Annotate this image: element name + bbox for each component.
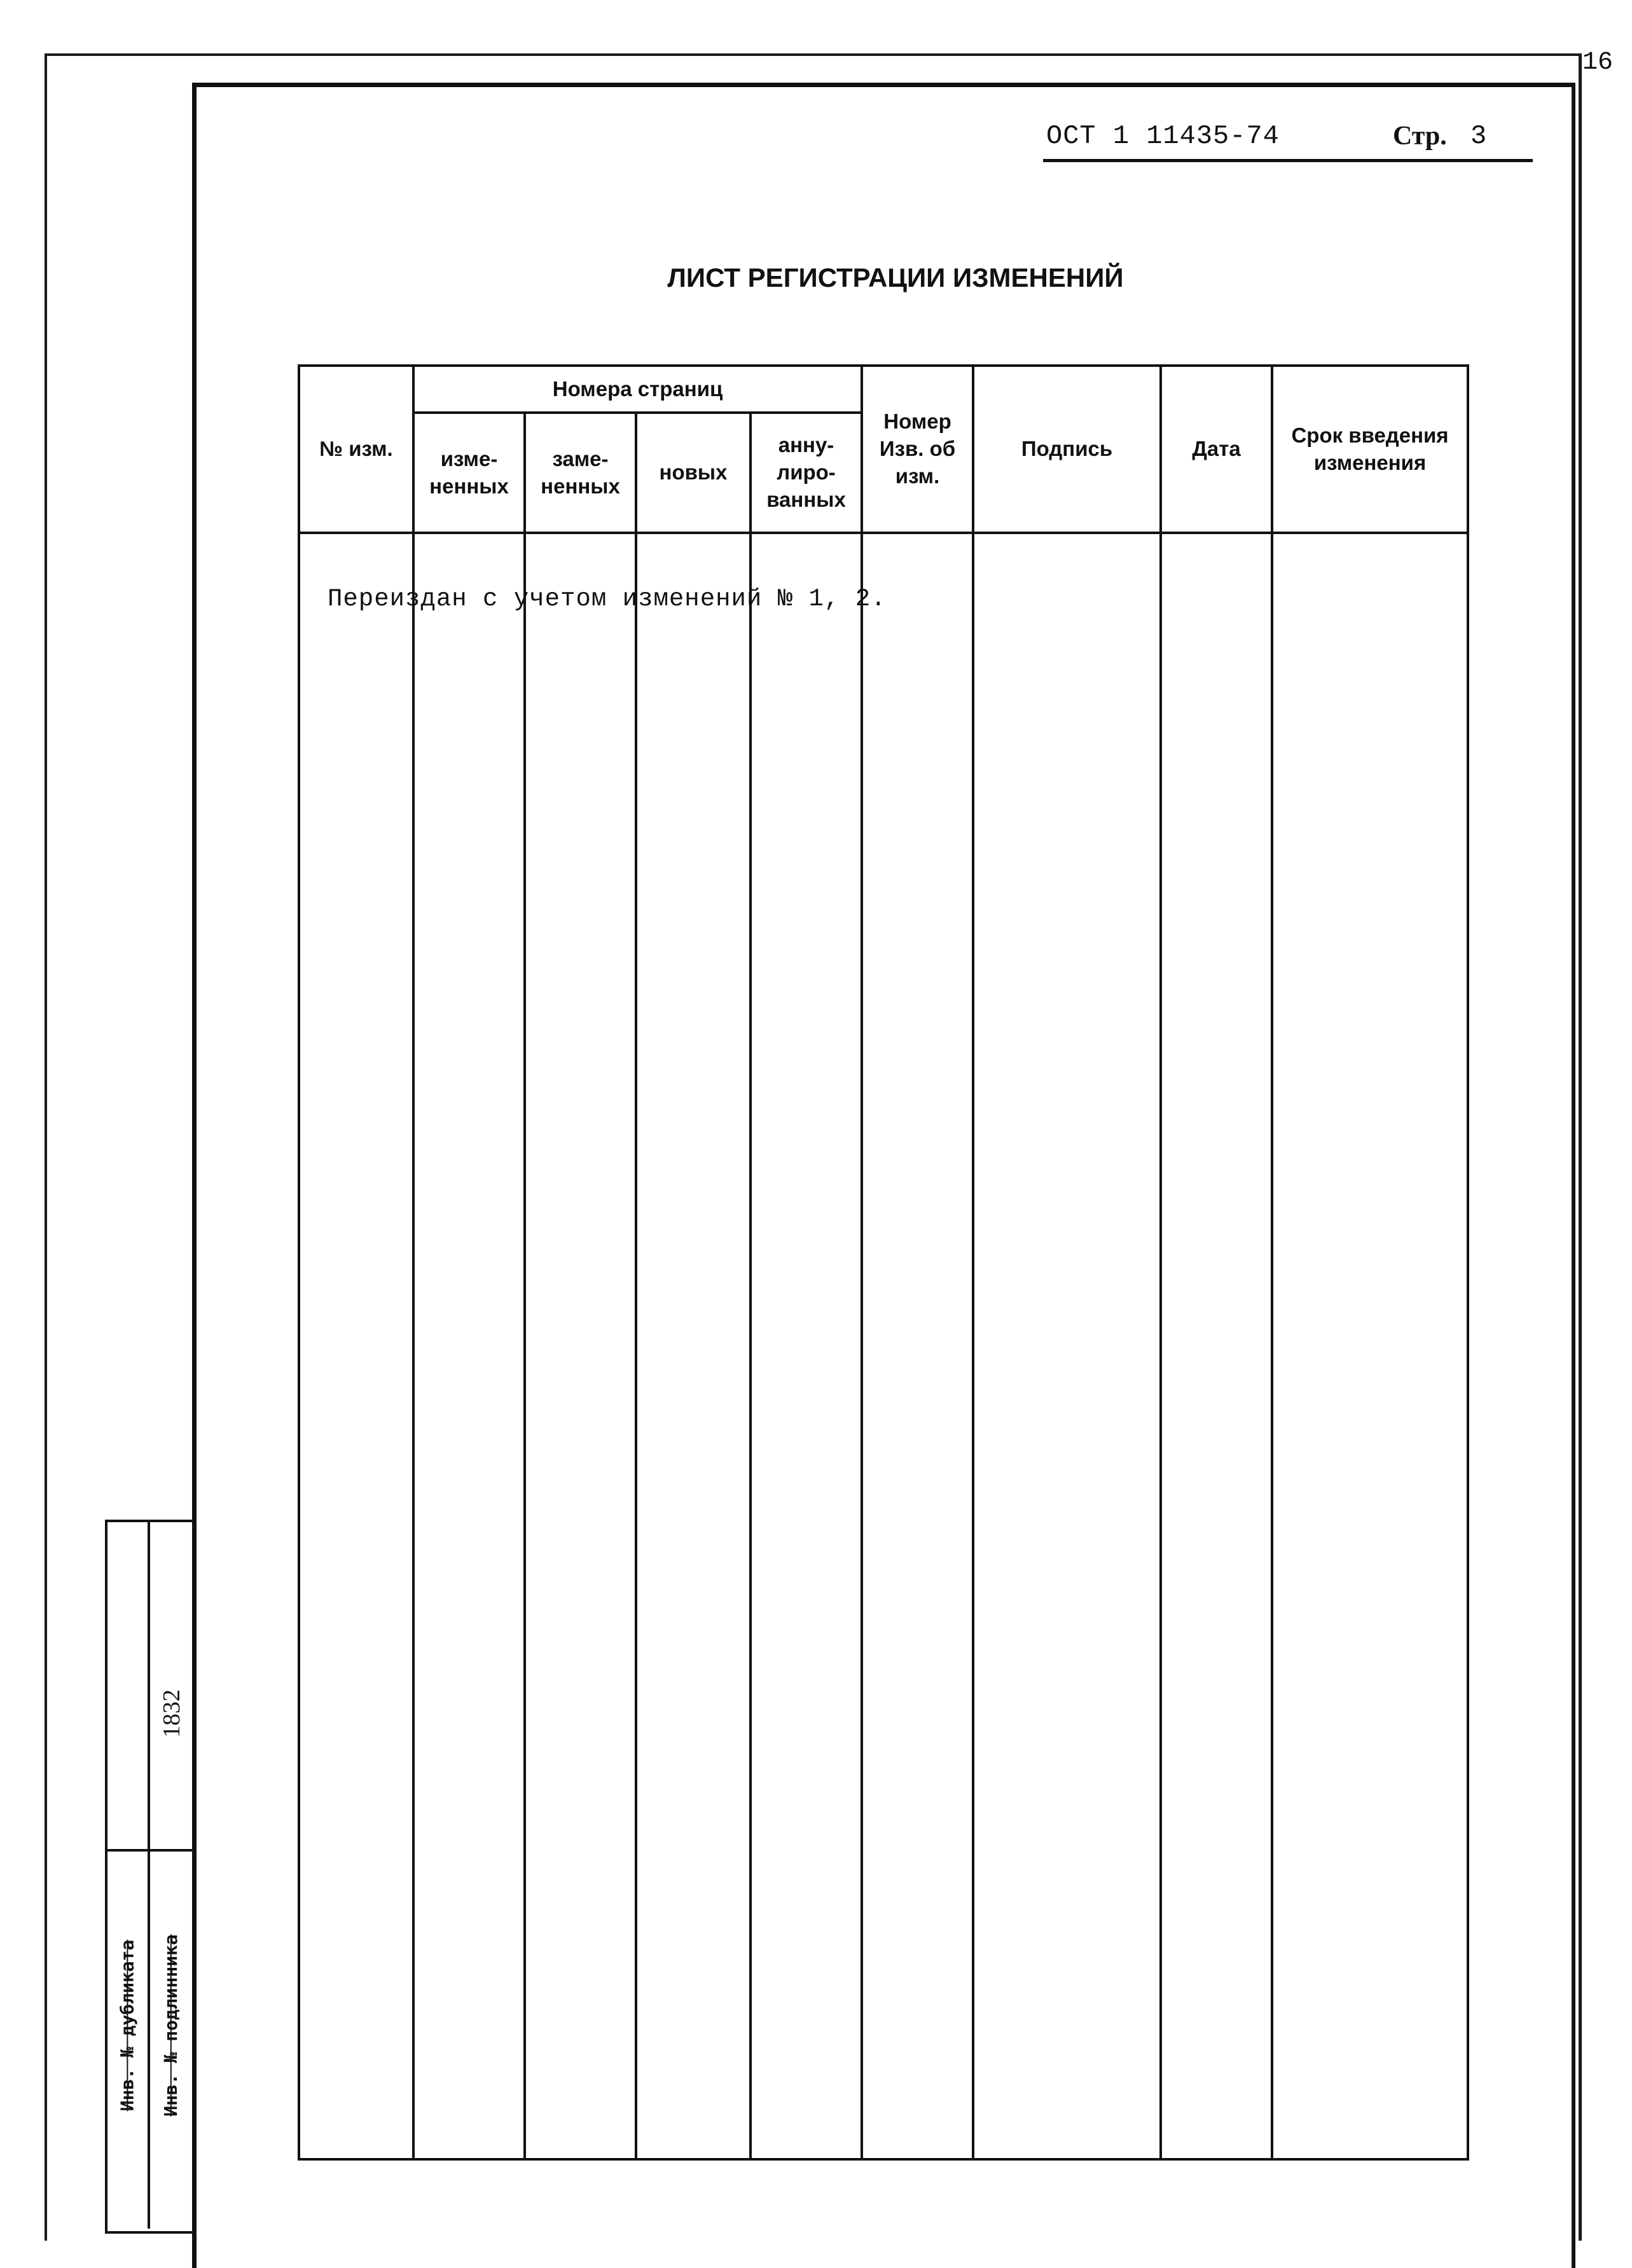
- header-changed-pages: изме-ненных: [413, 413, 525, 533]
- stamp-label-duplicate: Инв. № дубликата: [116, 1939, 138, 2111]
- table-body-row: [299, 533, 1468, 2159]
- reissue-note: Переиздан с учетом изменений № 1, 2.: [328, 585, 887, 613]
- page-label: Стр.: [1393, 121, 1447, 151]
- sheet-title: ЛИСТ РЕГИСТРАЦИИ ИЗМЕНЕНИЙ: [667, 263, 1124, 292]
- table-cell: [750, 533, 862, 2159]
- header-underline: [1043, 159, 1533, 162]
- page-number: 3: [1470, 121, 1487, 151]
- table-cell: [525, 533, 636, 2159]
- stamp-number: 1832: [158, 1689, 185, 1738]
- header-date: Дата: [1161, 366, 1272, 533]
- header-replaced-pages: заме-ненных: [525, 413, 636, 533]
- header-signature: Подпись: [973, 366, 1161, 533]
- sheet-number: 16: [1582, 48, 1613, 77]
- table-cell: [973, 533, 1161, 2159]
- table-cell: [1272, 533, 1468, 2159]
- header-new-pages: новых: [636, 413, 750, 533]
- table-cell: [1161, 533, 1272, 2159]
- stamp-label-original: Инв. № подлинника: [160, 1934, 181, 2117]
- table-cell: [413, 533, 525, 2159]
- header-page-numbers: Номера страниц: [413, 366, 862, 413]
- table-cell: [636, 533, 750, 2159]
- header-change-number: № изм.: [299, 366, 413, 533]
- document-code: ОСТ 1 11435-74: [1046, 121, 1280, 151]
- header-annulled-pages: анну-лиро-ванных: [750, 413, 862, 533]
- header-effective-date: Срок введения изменения: [1272, 366, 1468, 533]
- table-cell: [862, 533, 973, 2159]
- change-registration-table: [298, 364, 1469, 2161]
- table-cell: [299, 533, 413, 2159]
- header-notice-number: Номер Изв. об изм.: [862, 366, 973, 533]
